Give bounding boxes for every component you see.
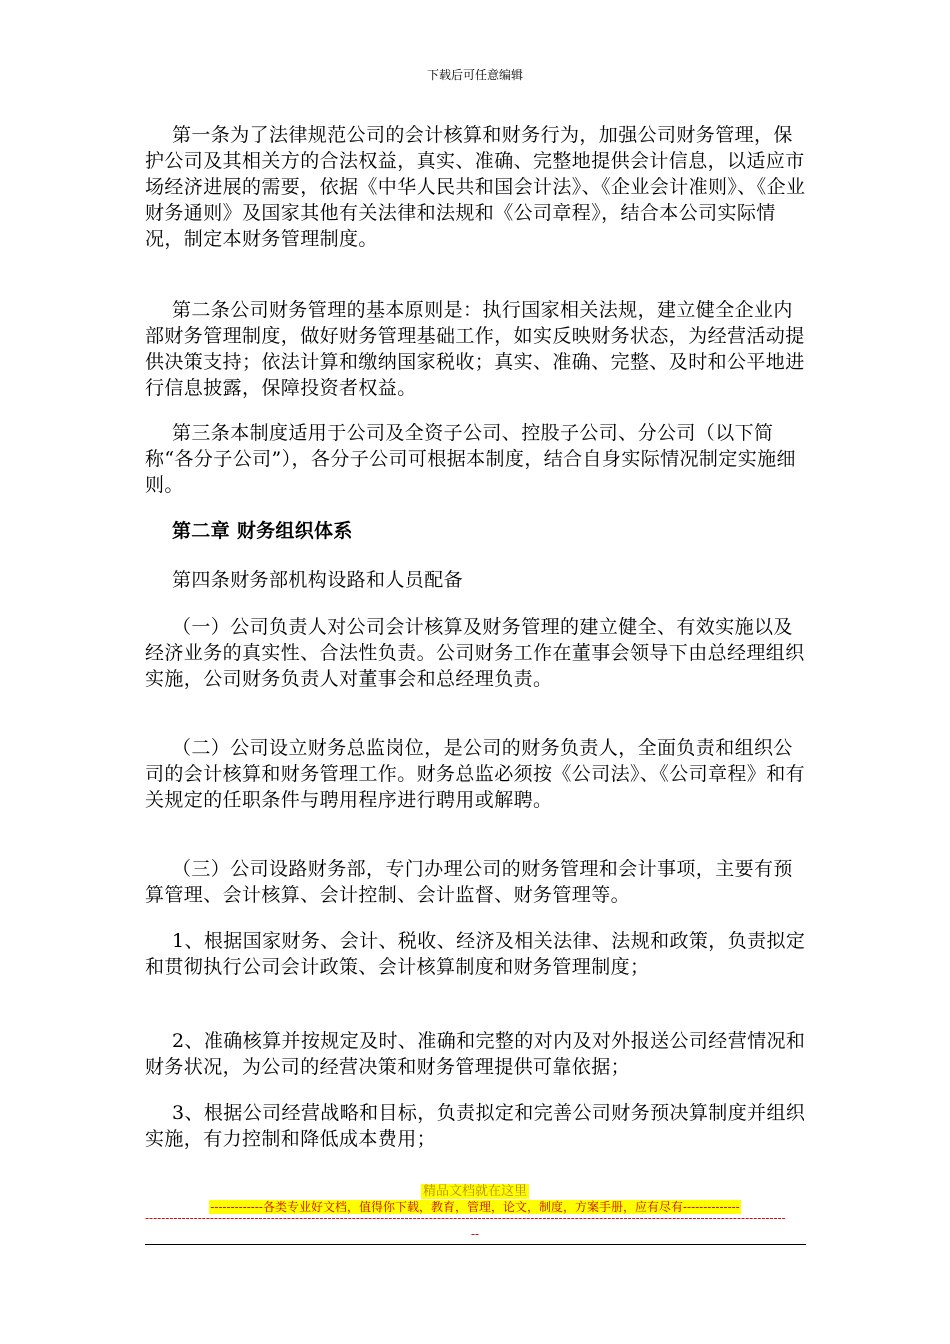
clause-2: （二）公司设立财务总监岗位，是公司的财务负责人，全面负责和组织公司的会计核算和财务管理工作。财务总监必须按《公司法》、《公司章程》和有关规定的任职条件与聘用程序进行聘用或解聘。 (145, 737, 806, 811)
clause-3: （三）公司设路财务部，专门办理公司的财务管理和会计事项，主要有预算管理、会计核算、会计控制、会计监督、财务管理等。 (145, 858, 793, 906)
footer-ad-text: -------------各类专业好文档，值得你下载，教育，管理，论文，制度，方案手册，应有尽有-------------- (210, 1200, 740, 1214)
chapter-heading: 第二章 财务组织体系 (172, 520, 353, 542)
footer-title-text: 精品文档就在这里 (422, 1184, 527, 1199)
footer-divider (145, 1244, 806, 1245)
item-2: 2、准确核算并按规定及时、准确和完整的对内及对外报送公司经营情况和财务状况，为公司的经营决策和财务管理提供可靠依据； (145, 1030, 806, 1078)
article-1: 第一条为了法律规范公司的会计核算和财务行为，加强公司财务管理，保护公司及其相关方的合法权益，真实、准确、完整地提供会计信息，以适应市场经济进展的需要，依据《中华人民共和国会计法》、《企业会计准则》、《企业财务通则》及国家其他有关法律和法规和《公司章程》，结合本公司实际情况，制定本财务管理制度。 (145, 124, 806, 250)
article-2: 第二条公司财务管理的基本原则是：执行国家相关法规，建立健全企业内部财务管理制度，做好财务管理基础工作，如实反映财务状态，为经营活动提供决策支持；依法计算和缴纳国家税收；真实、准确、完整、及时和公平地进行信息披露，保障投资者权益。 (145, 299, 805, 399)
clause-1: （一）公司负责人对公司会计核算及财务管理的建立健全、有效实施以及经济业务的真实性、合法性负责。公司财务工作在董事会领导下由总经理组织实施，公司财务负责人对董事会和总经理负责。 (145, 616, 805, 690)
footer-dashes: -------------------------------------------------------------------------------------------------------------------------------------------------------------- (145, 1211, 786, 1225)
footer-dashes-tail: -- (470, 1227, 480, 1241)
article-4: 第四条财务部机构设路和人员配备 (172, 569, 464, 591)
item-1: 1、根据国家财务、会计、税收、经济及相关法律、法规和政策，负责拟定和贯彻执行公司会计政策、会计核算制度和财务管理制度； (145, 930, 806, 978)
item-3: 3、根据公司经营战略和目标，负责拟定和完善公司财务预决算制度并组织实施，有力控制和降低成本费用； (145, 1102, 806, 1150)
header-note: 下载后可任意编辑 (426, 68, 523, 82)
article-3: 第三条本制度适用于公司及全资子公司、控股子公司、分公司（以下简称“各分子公司”），各分子公司可根据本制度，结合自身实际情况制定实施细则。 (145, 422, 796, 496)
